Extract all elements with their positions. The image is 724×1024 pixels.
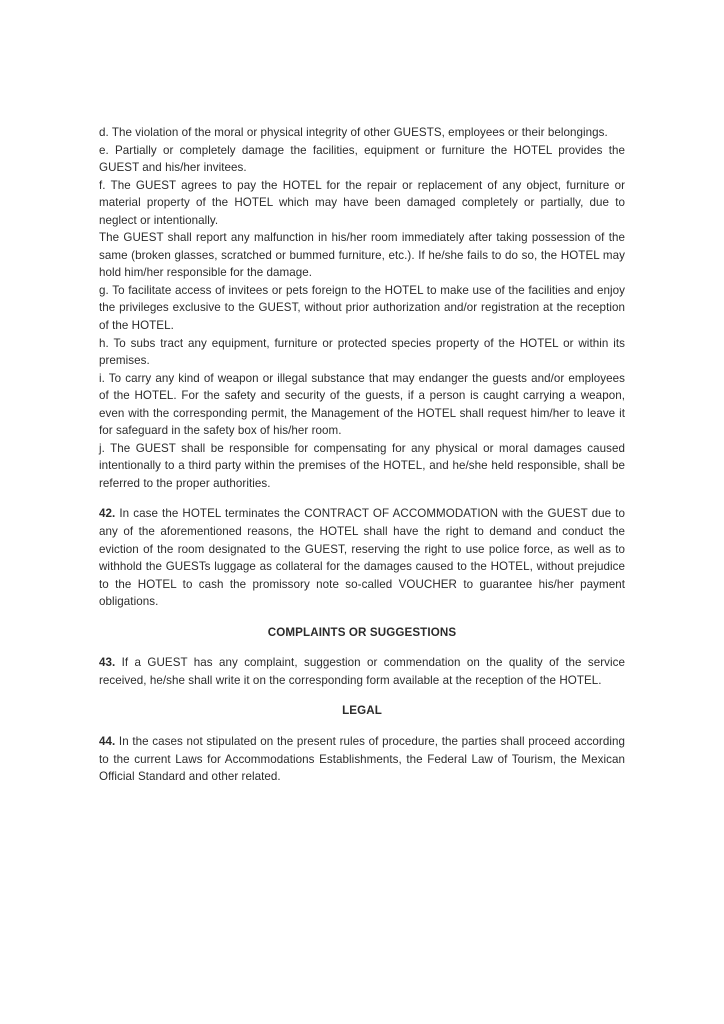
- clause-number: 44.: [99, 734, 116, 748]
- clause-body: If a GUEST has any complaint, suggestion or commendation on the quality of the service received, he/she shall write it on the corresponding form available at the reception of the HOTEL.: [99, 656, 625, 687]
- list-item: h. To subs tract any equipment, furniture or protected species property of the HOTEL or within its premises.: [99, 336, 625, 368]
- list-item: i. To carry any kind of weapon or illegal substance that may endanger the guests and/or employees of the HOTEL. For the safety and security of the guests, if a person is caught carrying a weapon, even with the corresponding permit, the Management of the HOTEL shall request him/her to leave it for safeguard in the safety box of his/her room.: [99, 371, 625, 438]
- list-item: g. To facilitate access of invitees or pets foreign to the HOTEL to make use of the facilities and enjoy the privileges exclusive to the GUEST, without prior authorization and/or registration at the reception of the HOTEL.: [99, 283, 625, 333]
- clause-44: [99, 733, 625, 786]
- document-text-column: [99, 124, 625, 786]
- list-item: j. The GUEST shall be responsible for compensating for any physical or moral damages caused intentionally to a third party within the premises of the HOTEL, and he/she held responsible, shall be referred to the proper authorities.: [99, 441, 625, 490]
- section-heading-complaints: COMPLAINTS OR SUGGESTIONS: [267, 625, 457, 639]
- clause-43: [99, 654, 625, 689]
- clause-number: 42.: [99, 507, 116, 521]
- list-item: f. The GUEST agrees to pay the HOTEL for the repair or replacement of any object, furniture or material property of the HOTEL which may have been damaged completely or partially, due to neglect or intentionally.: [99, 178, 625, 227]
- clause-number: 43.: [99, 656, 116, 670]
- clause-body: In case the HOTEL terminates the CONTRACT OF ACCOMMODATION with the GUEST due to any of the aforementioned reasons, the HOTEL shall have the right to demand and conduct the eviction of the room designated to the GUEST, reserving the right to use police force, as well as to withhold the GUESTs luggage as collateral for the damages caused to the HOTEL, without prejudice to the HOTEL to cash the promissory note so-called VOUCHER to guarantee his/her payment obligations.: [99, 507, 625, 609]
- list-item: d. The violation of the moral or physical integrity of other GUESTS, employees or their belongings.: [99, 126, 608, 139]
- clause-42: [99, 505, 625, 610]
- paragraph-malfunction: The GUEST shall report any malfunction in his/her room immediately after taking possession of the same (broken glasses, scratched or bummed furniture, etc.). If he/she fails to do so, the HOTEL may hold him/her responsible for the damage.: [99, 231, 625, 280]
- clause-body: In the cases not stipulated on the present rules of procedure, the parties shall proceed according to the current Laws for Accommodations Establishments, the Federal Law of Tourism, the Mexican Official Standard and other related.: [99, 734, 625, 784]
- section-heading-legal: LEGAL: [342, 704, 382, 718]
- list-item: e. Partially or completely damage the facilities, equipment or furniture the HOTEL provides the GUEST and his/her invitees.: [99, 143, 625, 175]
